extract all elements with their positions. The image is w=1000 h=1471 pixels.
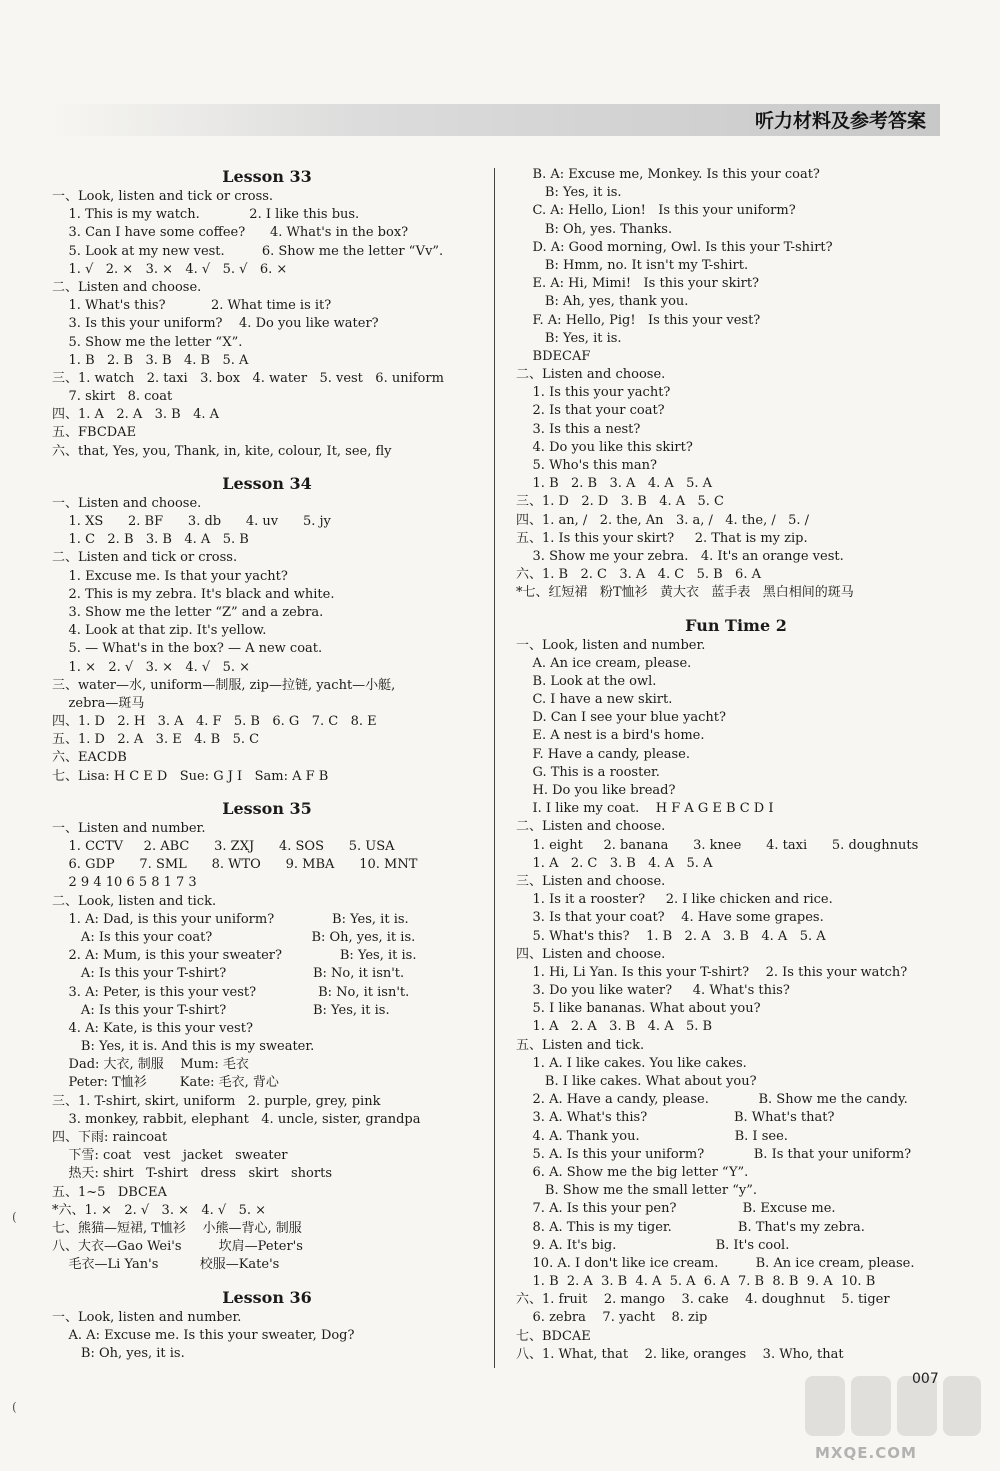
text-line: 1. √ 2. × 3. × 4. √ 5. √ 6. × xyxy=(52,261,288,277)
text-line: 二、Listen and tick or cross. xyxy=(52,550,238,566)
text-line: E. A nest is a bird's home. xyxy=(516,728,705,744)
section-title: Lesson 36 xyxy=(222,1287,312,1307)
text-line: 9. A. It's big. B. It's cool. xyxy=(516,1237,790,1253)
text-line: G. This is a rooster. xyxy=(516,764,660,780)
text-line: 1. B 2. A 3. B 4. A 5. A 6. A 7. B 8. B 9. A 10. B xyxy=(516,1274,876,1290)
section-gap xyxy=(516,603,956,615)
text-line: 2. A. Have a candy, please. B. Show me the candy. xyxy=(516,1092,908,1108)
text-line: 五、FBCDAE xyxy=(52,425,137,441)
watermark xyxy=(805,1370,985,1465)
text-line: E. A: Hi, Mimi! Is this your skirt? xyxy=(516,276,760,292)
text-line: B: Ah, yes, thank you. xyxy=(516,294,689,310)
margin-mark: ( xyxy=(12,1210,17,1224)
text-line: 2. This is my zebra. It's black and white. xyxy=(52,586,335,602)
text-line: B: Hmm, no. It isn't my T-shirt. xyxy=(516,257,749,273)
text-line: 四、1. an, / 2. the, An 3. a, / 4. the, / 5. / xyxy=(516,512,810,528)
text-line: B: Yes, it is. And this is my sweater. xyxy=(52,1039,315,1055)
text-line: 3. Show me your zebra. 4. It's an orange vest. xyxy=(516,548,844,564)
text-line: *七、红短裙 粉T恤衫 黄大衣 蓝手表 黑白相间的斑马 xyxy=(516,585,854,601)
section-title: Fun Time 2 xyxy=(685,615,787,635)
text-line: B: Yes, it is. xyxy=(516,330,622,346)
text-line: 3. Do you like water? 4. What's this? xyxy=(516,983,790,999)
page-header-title: 听力材料及参考答案 xyxy=(754,110,926,132)
text-line: 6. GDP 7. SML 8. WTO 9. MBA 10. MNT xyxy=(52,857,418,873)
text-line: F. A: Hello, Pig! Is this your vest? xyxy=(516,312,761,328)
text-line: zebra—斑马 xyxy=(52,695,145,711)
text-line: 5. A. Is this your uniform? B. Is that your uniform? xyxy=(516,1146,912,1162)
text-line: A. An ice cream, please. xyxy=(516,655,692,671)
text-line: 六、1. fruit 2. mango 3. cake 4. doughnut 5. tiger xyxy=(516,1292,890,1308)
text-line: 一、Listen and number. xyxy=(52,820,206,836)
text-line: 1. This is my watch. 2. I like this bus. xyxy=(52,207,360,223)
text-line: 3. monkey, rabbit, elephant 4. uncle, sister, grandpa xyxy=(52,1111,421,1127)
text-line: 1. B 2. B 3. A 4. A 5. A xyxy=(516,476,713,492)
text-line: 5. I like bananas. What about you? xyxy=(516,1001,761,1017)
text-line: 八、1. What, that 2. like, oranges 3. Who, that xyxy=(516,1346,844,1362)
answer-stamp-icon xyxy=(943,1376,981,1436)
text-line: 1. A: Dad, is this your uniform? B: Yes, it is. xyxy=(52,911,409,927)
page-number: 007 xyxy=(912,1371,939,1387)
text-line: D. Can I see your blue yacht? xyxy=(516,710,726,726)
text-line: 7. A. Is this your pen? B. Excuse me. xyxy=(516,1201,836,1217)
text-line: 7. skirt 8. coat xyxy=(52,389,173,405)
text-line: 四、下雨: raincoat xyxy=(52,1130,168,1145)
text-line: 五、1~5 DBCEA xyxy=(52,1184,167,1200)
text-line: 六、that, Yes, you, Thank, in, kite, colour, It, see, fly xyxy=(52,443,392,459)
right-column xyxy=(516,166,956,1364)
text-line: 三、1. T-shirt, skirt, uniform 2. purple, grey, pink xyxy=(52,1093,381,1109)
text-line: 1. CCTV 2. ABC 3. ZXJ 4. SOS 5. USA xyxy=(52,839,395,854)
text-line: A: Is this your T-shirt? B: No, it isn't. xyxy=(52,966,405,982)
text-line: 1. Is it a rooster? 2. I like chicken and rice. xyxy=(516,892,833,908)
text-line: 5. Look at my new vest. 6. Show me the letter “Vv”. xyxy=(52,243,444,259)
section-gap xyxy=(52,461,482,473)
text-line: H. Do you like bread? xyxy=(516,783,676,798)
text-line: C. I have a new skirt. xyxy=(516,692,673,708)
text-line: 3. A. What's this? B. What's that? xyxy=(516,1110,835,1126)
text-line: 3. Is this a nest? xyxy=(516,421,641,437)
text-line: A. A: Excuse me. Is this your sweater, Dog? xyxy=(52,1327,355,1343)
text-line: 5. What's this? 1. B 2. A 3. B 4. A 5. A xyxy=(516,928,826,944)
text-line: 5. Who's this man? xyxy=(516,458,657,473)
section-title: Lesson 33 xyxy=(222,167,312,186)
text-line: 毛衣—Li Yan's 校服—Kate's xyxy=(52,1257,280,1273)
text-line: 二、Listen and choose. xyxy=(52,279,202,295)
watermark-text: MXQE.COM xyxy=(815,1444,917,1462)
answer-stamp-icon xyxy=(805,1376,845,1436)
text-line: 5. Show me the letter “X”. xyxy=(52,334,243,350)
text-line: B. Show me the small letter “y”. xyxy=(516,1183,757,1199)
text-line: 一、Look, listen and number. xyxy=(52,1309,242,1325)
text-line: F. Have a candy, please. xyxy=(516,746,690,762)
text-line: 2 9 4 10 6 5 8 1 7 3 xyxy=(52,875,197,891)
text-line: 四、Listen and choose. xyxy=(516,946,666,962)
answer-stamp-icon xyxy=(851,1376,891,1436)
section-title: Lesson 34 xyxy=(222,473,312,493)
text-line: 三、water—水, uniform—制服, zip—拉链, yacht—小艇, xyxy=(52,677,396,693)
text-line: 五、1. D 2. A 3. E 4. B 5. C xyxy=(52,732,260,748)
text-line: 6. zebra 7. yacht 8. zip xyxy=(516,1310,708,1326)
text-line: 八、大衣—Gao Wei's 坎肩—Peter's xyxy=(52,1239,303,1255)
page-header-band xyxy=(48,104,940,136)
text-line: 4. A. Thank you. B. I see. xyxy=(516,1128,788,1144)
text-line: 5. — What's in the box? — A new coat. xyxy=(52,641,323,657)
text-line: 一、Look, listen and number. xyxy=(516,637,706,653)
text-line: 下雪: coat vest jacket sweater xyxy=(52,1148,288,1164)
text-line: 10. A. I don't like ice cream. B. An ice cream, please. xyxy=(516,1255,915,1271)
text-line: 二、Listen and choose. xyxy=(516,367,666,383)
text-line: 8. A. This is my tiger. B. That's my zebra. xyxy=(516,1219,865,1235)
text-line: B. A: Excuse me, Monkey. Is this your coat? xyxy=(516,167,820,182)
text-line: 1. What's this? 2. What time is it? xyxy=(52,298,332,314)
text-line: 五、Listen and tick. xyxy=(516,1037,645,1053)
text-line: B. I like cakes. What about you? xyxy=(516,1074,757,1089)
text-line: B: Yes, it is. xyxy=(516,185,622,201)
text-line: B. Look at the owl. xyxy=(516,673,657,689)
text-line: Peter: T恤衫 Kate: 毛衣, 背心 xyxy=(52,1075,279,1091)
text-line: 热天: shirt T-shirt dress skirt shorts xyxy=(52,1166,332,1182)
text-line: 1. B 2. B 3. B 4. B 5. A xyxy=(52,352,249,368)
text-line: 三、1. watch 2. taxi 3. box 4. water 5. vest 6. uniform xyxy=(52,370,444,386)
text-line: 3. A: Peter, is this your vest? B: No, it isn't. xyxy=(52,984,410,1000)
column-divider xyxy=(494,168,495,1368)
text-line: 3. Show me the letter “Z” and a zebra. xyxy=(52,604,324,620)
text-line: 四、1. D 2. H 3. A 4. F 5. B 6. G 7. C 8. E xyxy=(52,714,377,730)
text-line: 七、BDCAE xyxy=(516,1328,591,1344)
text-line: B: Oh, yes. Thanks. xyxy=(516,221,673,237)
text-line: 五、1. Is this your skirt? 2. That is my zip. xyxy=(516,530,808,546)
text-line: D. A: Good morning, Owl. Is this your T-shirt? xyxy=(516,239,833,255)
text-line: 1. A 2. A 3. B 4. A 5. B xyxy=(516,1019,713,1035)
text-line: 1. XS 2. BF 3. db 4. uv 5. jy xyxy=(52,514,331,529)
text-line: 6. A. Show me the big letter “Y”. xyxy=(516,1164,749,1180)
text-line: 六、EACDB xyxy=(52,750,127,766)
text-line: A: Is this your T-shirt? B: Yes, it is. xyxy=(52,1002,390,1018)
text-line: I. I like my coat. H F A G E B C D I xyxy=(516,801,774,817)
text-line: 1. A 2. C 3. B 4. A 5. A xyxy=(516,855,713,871)
text-line: 3. Can I have some coffee? 4. What's in the box? xyxy=(52,225,409,241)
margin-mark: ( xyxy=(12,1400,17,1414)
text-line: 六、1. B 2. C 3. A 4. C 5. B 6. A xyxy=(516,567,761,583)
text-line: 3. Is that your coat? 4. Have some grapes. xyxy=(516,910,824,926)
section-title: Lesson 35 xyxy=(222,798,312,818)
text-line: 七、Lisa: H C E D Sue: G J I Sam: A F B xyxy=(52,768,329,784)
text-line: 1. eight 2. banana 3. knee 4. taxi 5. doughnuts xyxy=(516,837,919,853)
text-line: 1. Is this your yacht? xyxy=(516,385,671,401)
text-line: 二、Listen and choose. xyxy=(516,819,666,835)
text-line: 一、Look, listen and tick or cross. xyxy=(52,189,274,204)
text-line: 二、Look, listen and tick. xyxy=(52,893,217,909)
text-line: C. A: Hello, Lion! Is this your uniform? xyxy=(516,203,796,219)
text-line: 1. C 2. B 3. B 4. A 5. B xyxy=(52,532,249,548)
text-line: 四、1. A 2. A 3. B 4. A xyxy=(52,407,220,423)
text-line: BDECAF xyxy=(516,348,591,364)
text-line: 一、Listen and choose. xyxy=(52,495,202,511)
text-line: 2. A: Mum, is this your sweater? B: Yes, it is. xyxy=(52,948,417,964)
left-column xyxy=(52,166,482,1363)
text-line: 1. A. I like cakes. You like cakes. xyxy=(516,1055,747,1071)
text-line: 3. Is this your uniform? 4. Do you like water? xyxy=(52,316,379,332)
text-line: 1. Hi, Li Yan. Is this your T-shirt? 2. Is this your watch? xyxy=(516,964,908,980)
text-line: 2. Is that your coat? xyxy=(516,403,665,419)
section-gap xyxy=(52,1275,482,1287)
text-line: *六、1. × 2. √ 3. × 4. √ 5. × xyxy=(52,1202,267,1218)
text-line: 七、熊猫—短裙, T恤衫 小熊—背心, 制服 xyxy=(52,1220,302,1236)
text-line: 三、1. D 2. D 3. B 4. A 5. C xyxy=(516,494,725,510)
text-line: A: Is this your coat? B: Oh, yes, it is. xyxy=(52,929,416,945)
text-line: 4. Do you like this skirt? xyxy=(516,439,693,455)
text-line: Dad: 大衣, 制服 Mum: 毛衣 xyxy=(52,1057,249,1073)
text-line: 1. × 2. √ 3. × 4. √ 5. × xyxy=(52,659,251,675)
text-line: 4. Look at that zip. It's yellow. xyxy=(52,623,267,639)
text-line: B: Oh, yes, it is. xyxy=(52,1345,185,1361)
text-line: 1. Excuse me. Is that your yacht? xyxy=(52,568,288,584)
text-line: 4. A: Kate, is this your vest? xyxy=(52,1020,253,1036)
section-gap xyxy=(52,786,482,798)
text-line: 三、Listen and choose. xyxy=(516,873,666,889)
